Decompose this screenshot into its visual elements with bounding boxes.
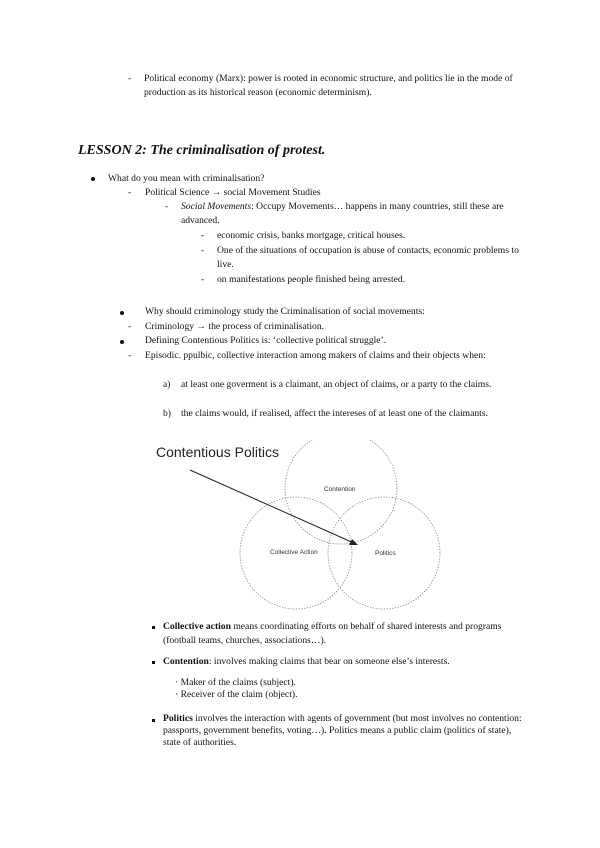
- why-criminology: Why should criminology study the Criminalisation of social movements:: [145, 306, 425, 317]
- social-movements-line: [181, 200, 521, 227]
- collective-action-label: Collective Action: [270, 549, 318, 556]
- dash-bullet: -: [201, 274, 205, 285]
- bullet-dot: [91, 177, 95, 181]
- sm-item-3: on manifestations people finished being arrested.: [217, 274, 406, 285]
- bullet-square: [152, 626, 155, 629]
- collective-action-term: Collective action: [163, 621, 231, 632]
- item-b-label: b): [163, 408, 171, 419]
- criminology-line: Criminology → the process of criminalisation.: [145, 321, 325, 332]
- episodic-line: Episodic. ppulbic, collective interaction among makers of claims and their objects when:: [145, 350, 486, 361]
- politics-text: involves the interaction with agents of government (but most involves no contention: passports, government benefits, voting…). Politics means a public claim (politics of state), state of authorities.: [163, 713, 522, 748]
- question-criminalisation: What do you mean with criminalisation?: [108, 173, 265, 184]
- politics-def: [163, 713, 528, 749]
- maker-line: · Maker of the claims (subject).: [175, 677, 296, 688]
- dash-bullet: -: [128, 321, 132, 332]
- collective-action-def: [163, 620, 523, 647]
- bullet-dot: [120, 340, 124, 344]
- maker-text: Maker of the claims (subject).: [180, 677, 296, 688]
- sm-item-2: One of the situations of occupation is abuse of contacts, economic problems to live.: [217, 245, 519, 270]
- political-science-line: Political Science → social Movement Studies: [145, 187, 321, 198]
- intro-paragraph: Political economy (Marx): power is rooted in economic structure, and politics lie in the mode of production as its historical reason (economic determinism).: [144, 73, 513, 98]
- contention-label: Contention: [324, 486, 356, 493]
- dash-bullet: -: [165, 201, 169, 212]
- social-movements-text: : Occupy Movements… happens in many countries, still these are advanced.: [181, 201, 504, 226]
- diagram-title: Contentious Politics: [156, 444, 279, 460]
- dash-bullet: -: [128, 73, 132, 84]
- bullet-square: [152, 661, 155, 664]
- dash-bullet: -: [201, 230, 205, 241]
- social-movements-label: Social Movements: [181, 201, 252, 212]
- dash-bullet: -: [128, 187, 132, 198]
- item-a-text: at least one goverment is a claimant, an object of claims, or a party to the claims.: [181, 379, 492, 390]
- receiver-line: · Receiver of the claim (object).: [175, 689, 298, 700]
- dash-bullet: -: [201, 245, 205, 256]
- lesson-title: LESSON 2: The criminalisation of protest.: [78, 143, 326, 158]
- dash-bullet: -: [128, 350, 132, 361]
- contention-text: : involves making claims that bear on someone else’s interests.: [208, 656, 450, 667]
- politics-term: Politics: [163, 713, 193, 724]
- sm-item-1: economic crisis, banks mortgage, critical houses.: [217, 230, 406, 241]
- contention-def: [163, 655, 450, 669]
- defining-line: Defining Contentious Politics is: ‘collective political struggle’.: [145, 335, 387, 346]
- item-b-text: the claims would, if realised, affect the intereses of at least one of the claimants.: [181, 408, 488, 419]
- politics-label: Politics: [375, 550, 396, 557]
- bullet-square: [152, 719, 155, 722]
- arrow-line: [190, 470, 356, 544]
- item-a-label: a): [163, 379, 171, 390]
- bullet-dot: [120, 311, 124, 315]
- receiver-text: Receiver of the claim (object).: [180, 689, 298, 700]
- venn-diagram: [150, 440, 450, 610]
- contention-term: Contention: [163, 656, 209, 667]
- collective-action-text: means coordinating efforts on behalf of shared interests and programs (football teams, churches, associations…).: [163, 621, 502, 646]
